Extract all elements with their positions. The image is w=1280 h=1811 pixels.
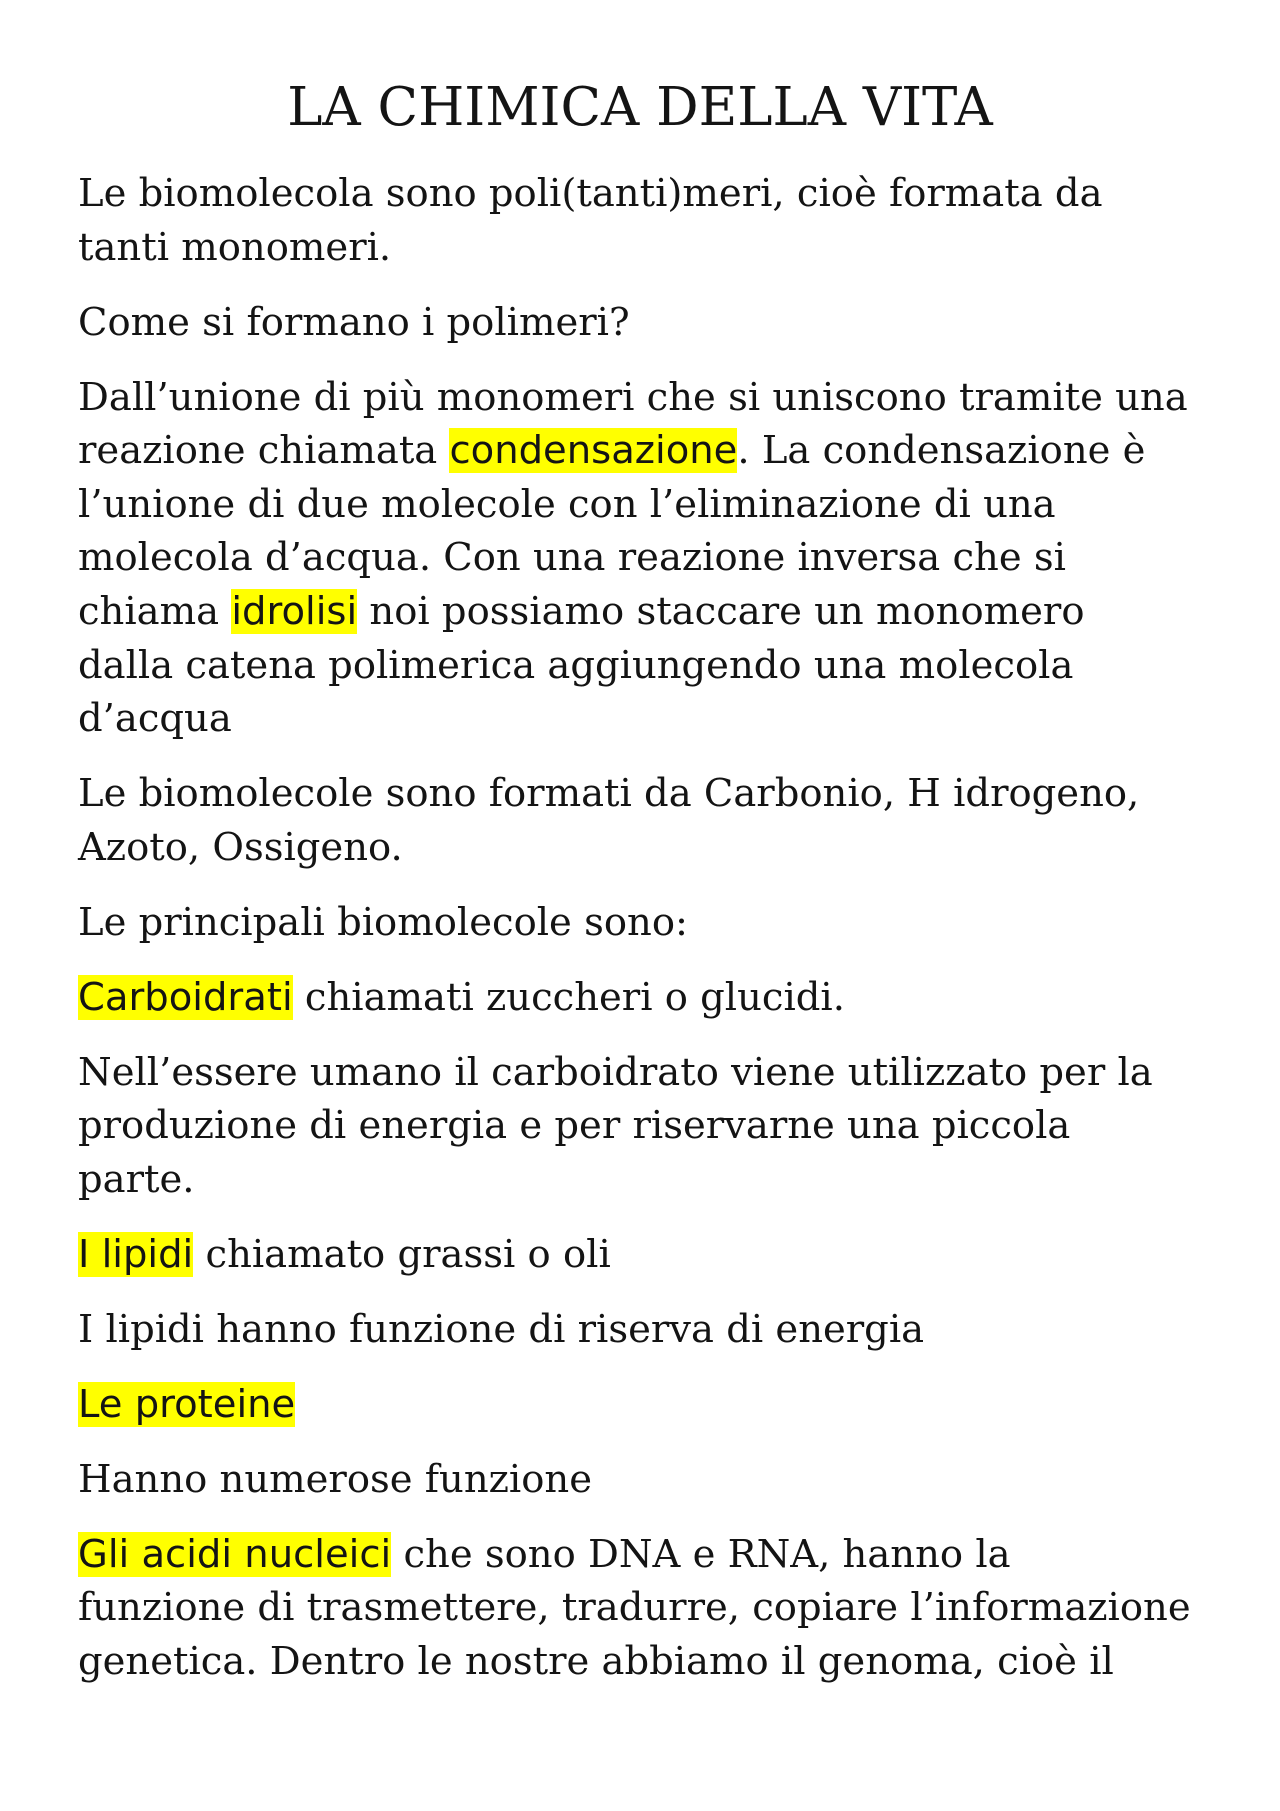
text-line xyxy=(78,1099,1280,1153)
text-segment: I lipidi hanno funzione di riserva di energia xyxy=(78,1306,925,1352)
text-segment: noi possiamo staccare un monomero xyxy=(357,588,1085,634)
text-segment: l’unione di due molecole con l’eliminazione di una xyxy=(78,481,1056,527)
text-segment: Le biomolecola sono poli(tanti)meri, cioè formata da xyxy=(78,171,1103,216)
text-segment: reazione chiamata xyxy=(78,428,450,474)
text-line xyxy=(78,478,1280,532)
text-segment: Hanno numerose funzione xyxy=(78,1456,592,1502)
text-segment: chiamati zuccheri o glucidi. xyxy=(292,974,845,1020)
text-line xyxy=(78,821,1280,875)
text-segment: produzione di energia e per riservarne una piccola xyxy=(78,1103,1071,1149)
highlighted-term: I lipidi xyxy=(78,1231,194,1277)
paragraph-carboidrati-funzione xyxy=(78,1046,1280,1207)
text-segment: chiama xyxy=(78,588,232,634)
paragraph-polimeri-intro xyxy=(78,167,1280,274)
paragraph-carboidrati xyxy=(78,971,1280,1025)
text-segment: . La condensazione è xyxy=(737,428,1146,474)
text-line xyxy=(78,692,1280,746)
text-line xyxy=(78,1635,1280,1689)
text-segment: Come si formano i polimeri? xyxy=(78,299,630,345)
text-segment: Nell’essere umano il carboidrato viene utilizzato per la xyxy=(78,1049,1153,1095)
text-segment: tanti monomeri. xyxy=(78,224,392,270)
text-line xyxy=(78,221,1280,275)
text-segment: che sono DNA e RNA, hanno la xyxy=(391,1531,1011,1577)
text-segment: funzione di trasmettere, tradurre, copiare l’informazione xyxy=(78,1585,1191,1631)
text-segment: chiamato grassi o oli xyxy=(193,1231,611,1277)
text-segment: Azoto, Ossigeno. xyxy=(78,824,403,870)
text-line xyxy=(78,1453,1280,1507)
text-line xyxy=(78,767,1280,821)
highlighted-term: Gli acidi nucleici xyxy=(78,1531,392,1577)
text-segment: Le biomolecole sono formati da Carbonio, H idrogeno, xyxy=(78,771,1140,817)
text-line xyxy=(78,585,1280,639)
text-segment: Le principali biomolecole sono: xyxy=(78,899,688,945)
text-segment: d’acqua xyxy=(78,696,232,742)
text-line xyxy=(78,296,1280,350)
text-segment: molecola d’acqua. Con una reazione inversa che si xyxy=(78,535,1066,581)
text-line xyxy=(78,1228,1280,1282)
paragraph-lipidi xyxy=(78,1228,1280,1282)
text-line xyxy=(78,971,1280,1025)
paragraph-question xyxy=(78,296,1280,350)
text-line xyxy=(78,1153,1280,1207)
text-line xyxy=(78,1303,1280,1357)
paragraph-principali xyxy=(78,896,1280,950)
text-line xyxy=(78,531,1280,585)
paragraph-acidi-nucleici xyxy=(78,1528,1280,1689)
text-line xyxy=(78,167,1280,221)
text-line xyxy=(78,371,1280,425)
text-line xyxy=(78,1378,1280,1432)
text-segment: parte. xyxy=(78,1156,195,1202)
paragraph-proteine xyxy=(78,1378,1280,1432)
paragraph-condensazione xyxy=(78,371,1280,746)
paragraph-lipidi-funzione xyxy=(78,1303,1280,1357)
text-line xyxy=(78,896,1280,950)
document-title: LA CHIMICA DELLA VITA xyxy=(287,77,993,138)
text-segment: Dall’unione di più monomeri che si uniscono tramite una xyxy=(78,374,1188,420)
highlighted-term: Carboidrati xyxy=(78,974,293,1020)
text-line xyxy=(78,639,1280,693)
highlighted-term: Le proteine xyxy=(78,1381,296,1427)
text-line xyxy=(78,1528,1280,1582)
text-line xyxy=(78,1581,1280,1635)
paragraph-proteine-funzione xyxy=(78,1453,1280,1507)
text-segment: dalla catena polimerica aggiungendo una molecola xyxy=(78,642,1074,688)
paragraph-elementi xyxy=(78,767,1280,874)
text-line xyxy=(78,424,1280,478)
text-line xyxy=(78,1046,1280,1100)
highlighted-term: idrolisi xyxy=(231,588,358,634)
text-segment: genetica. Dentro le nostre abbiamo il genoma, cioè il xyxy=(78,1638,1114,1684)
highlighted-term: condensazione xyxy=(449,428,738,474)
